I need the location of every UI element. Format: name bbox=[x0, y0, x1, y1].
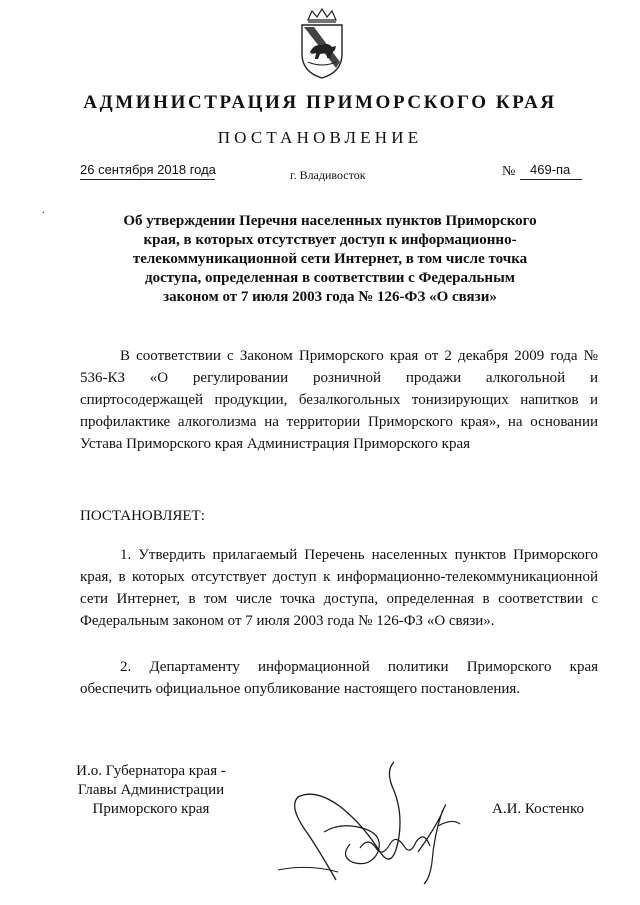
signer-position bbox=[66, 762, 236, 819]
document-city: г. Владивосток bbox=[290, 168, 366, 182]
signer-position-line: Главы Администрации bbox=[77, 782, 225, 798]
subject-line: законом от 7 июля 2003 года № 126-ФЗ «О связи» bbox=[163, 289, 497, 305]
resolves-heading: ПОСТАНОВЛЯЕТ: bbox=[80, 508, 205, 524]
document-subject bbox=[120, 212, 540, 307]
signer-name: А.И. Костенко bbox=[492, 801, 584, 817]
organization-title: АДМИНИСТРАЦИЯ ПРИМОРСКОГО КРАЯ bbox=[83, 92, 557, 113]
handwritten-signature bbox=[268, 752, 478, 892]
signer-position-line: Приморского края bbox=[92, 801, 210, 817]
subject-line: края, в которых отсутствует доступ к информационно- bbox=[143, 232, 517, 248]
number-underline bbox=[520, 179, 582, 180]
signer-position-line: И.о. Губернатора края - bbox=[76, 763, 226, 779]
subject-line: доступа, определенная в соответствии с Федеральным bbox=[144, 270, 515, 286]
coat-of-arms-icon bbox=[294, 6, 350, 80]
document-date: 26 сентября 2018 года bbox=[80, 162, 216, 177]
subject-line: телекоммуникационной сети Интернет, в том числе точка bbox=[132, 251, 528, 267]
date-underline bbox=[80, 179, 215, 180]
resolution-item-1: 1. Утвердить прилагаемый Перечень населенных пунктов Приморского края, в которых отсутствует доступ к информационно-телекоммуникационной сети Интернет, в том числе точка доступа, определенная в соответствии с Федеральным законом от 7 июля 2003 года № 126-ФЗ «О связи». bbox=[80, 547, 598, 629]
margin-dot: . bbox=[42, 205, 45, 216]
resolution-item-2: 2. Департаменту информационной политики Приморского края обеспечить официальное опубликование настоящего постановления. bbox=[80, 659, 598, 697]
document-number: 469-па bbox=[530, 162, 571, 177]
document-type: ПОСТАНОВЛЕНИЕ bbox=[217, 128, 423, 147]
number-label: № bbox=[502, 164, 516, 179]
preamble-paragraph: В соответствии с Законом Приморского края от 2 декабря 2009 года № 536-КЗ «О регулировании розничной продажи алкогольной и спиртосодержащей продукции, безалкогольных тонизирующих напитков и профилактике алкоголизма на территории Приморского края», на основании Устава Приморского края Администрация Приморского края bbox=[80, 348, 598, 452]
subject-line: Об утверждении Перечня населенных пунктов Приморского bbox=[123, 213, 537, 229]
